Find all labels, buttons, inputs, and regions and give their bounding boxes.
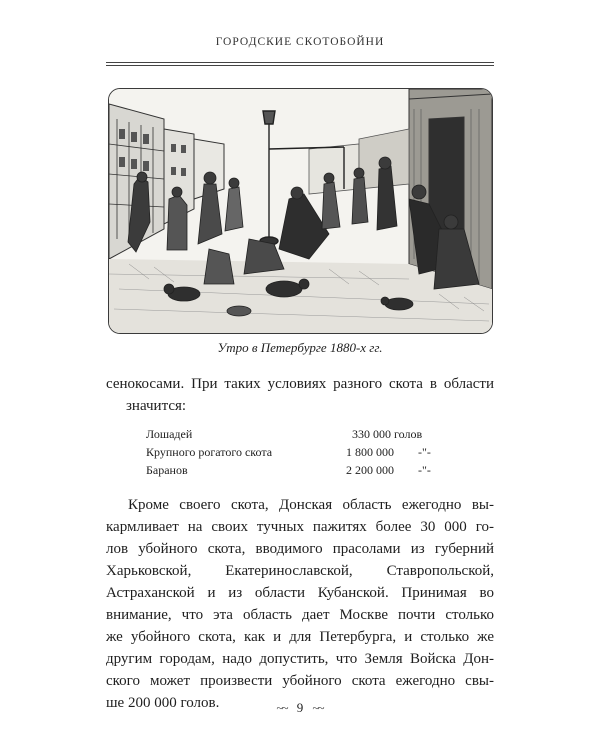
table-cell-value: 2 200 000 — [346, 463, 394, 477]
engraving-illustration — [108, 88, 493, 334]
text-line: Кроме своего скота, Донская область ежегодно вы- — [128, 497, 494, 513]
text-line: же убойного скота, как и для Петербурга, и столько же — [106, 629, 494, 645]
table-cell-unit: -"- — [418, 445, 431, 459]
paragraph-main — [106, 494, 494, 714]
livestock-table — [146, 427, 468, 481]
paragraph-intro — [106, 373, 494, 417]
running-header: ГОРОДСКИЕ СКОТОБОЙНИ — [215, 36, 385, 48]
table-cell-unit: -"- — [418, 463, 431, 477]
page-number: 9 — [296, 700, 304, 715]
ornament-right-icon: ~~ — [312, 701, 324, 715]
table-cell-value: 1 800 000 — [346, 445, 394, 459]
header-rule — [106, 62, 494, 66]
page-footer — [0, 700, 600, 716]
text-line: Харьковской, Екатеринославской, Ставропольской, — [106, 563, 494, 579]
text-line: внимание, что эта область дает Москве почти столько — [106, 607, 494, 623]
ornament-left-icon: ~~ — [276, 701, 288, 715]
table-row — [146, 427, 468, 445]
text-line: значится: — [126, 398, 187, 414]
table-cell-label: Лошадей — [146, 427, 193, 441]
table-cell-value: 330 000 голов — [352, 427, 423, 441]
text-line: ше 200 000 голов. — [106, 695, 220, 711]
text-line: кармливает на своих тучных пажитях более 30 000 го- — [106, 519, 494, 535]
figure-caption: Утро в Петербурге 1880-х гг. — [217, 340, 383, 355]
text-line: Астраханской и из области Кубанской. Принимая во — [106, 585, 494, 601]
table-row — [146, 445, 468, 463]
text-line: сенокосами. При таких условиях разного скота в области — [106, 376, 494, 392]
table-cell-label: Крупного рогатого скота — [146, 445, 273, 459]
table-row — [146, 463, 468, 481]
text-line: лов убойного скота, вводимого прасолами из губерний — [106, 541, 494, 557]
text-line: другим городам, надо допустить, что Земля Войска Дон- — [106, 651, 494, 667]
table-cell-label: Баранов — [146, 463, 188, 477]
text-line: ского может произвести убойного скота ежегодно свы- — [106, 673, 494, 689]
